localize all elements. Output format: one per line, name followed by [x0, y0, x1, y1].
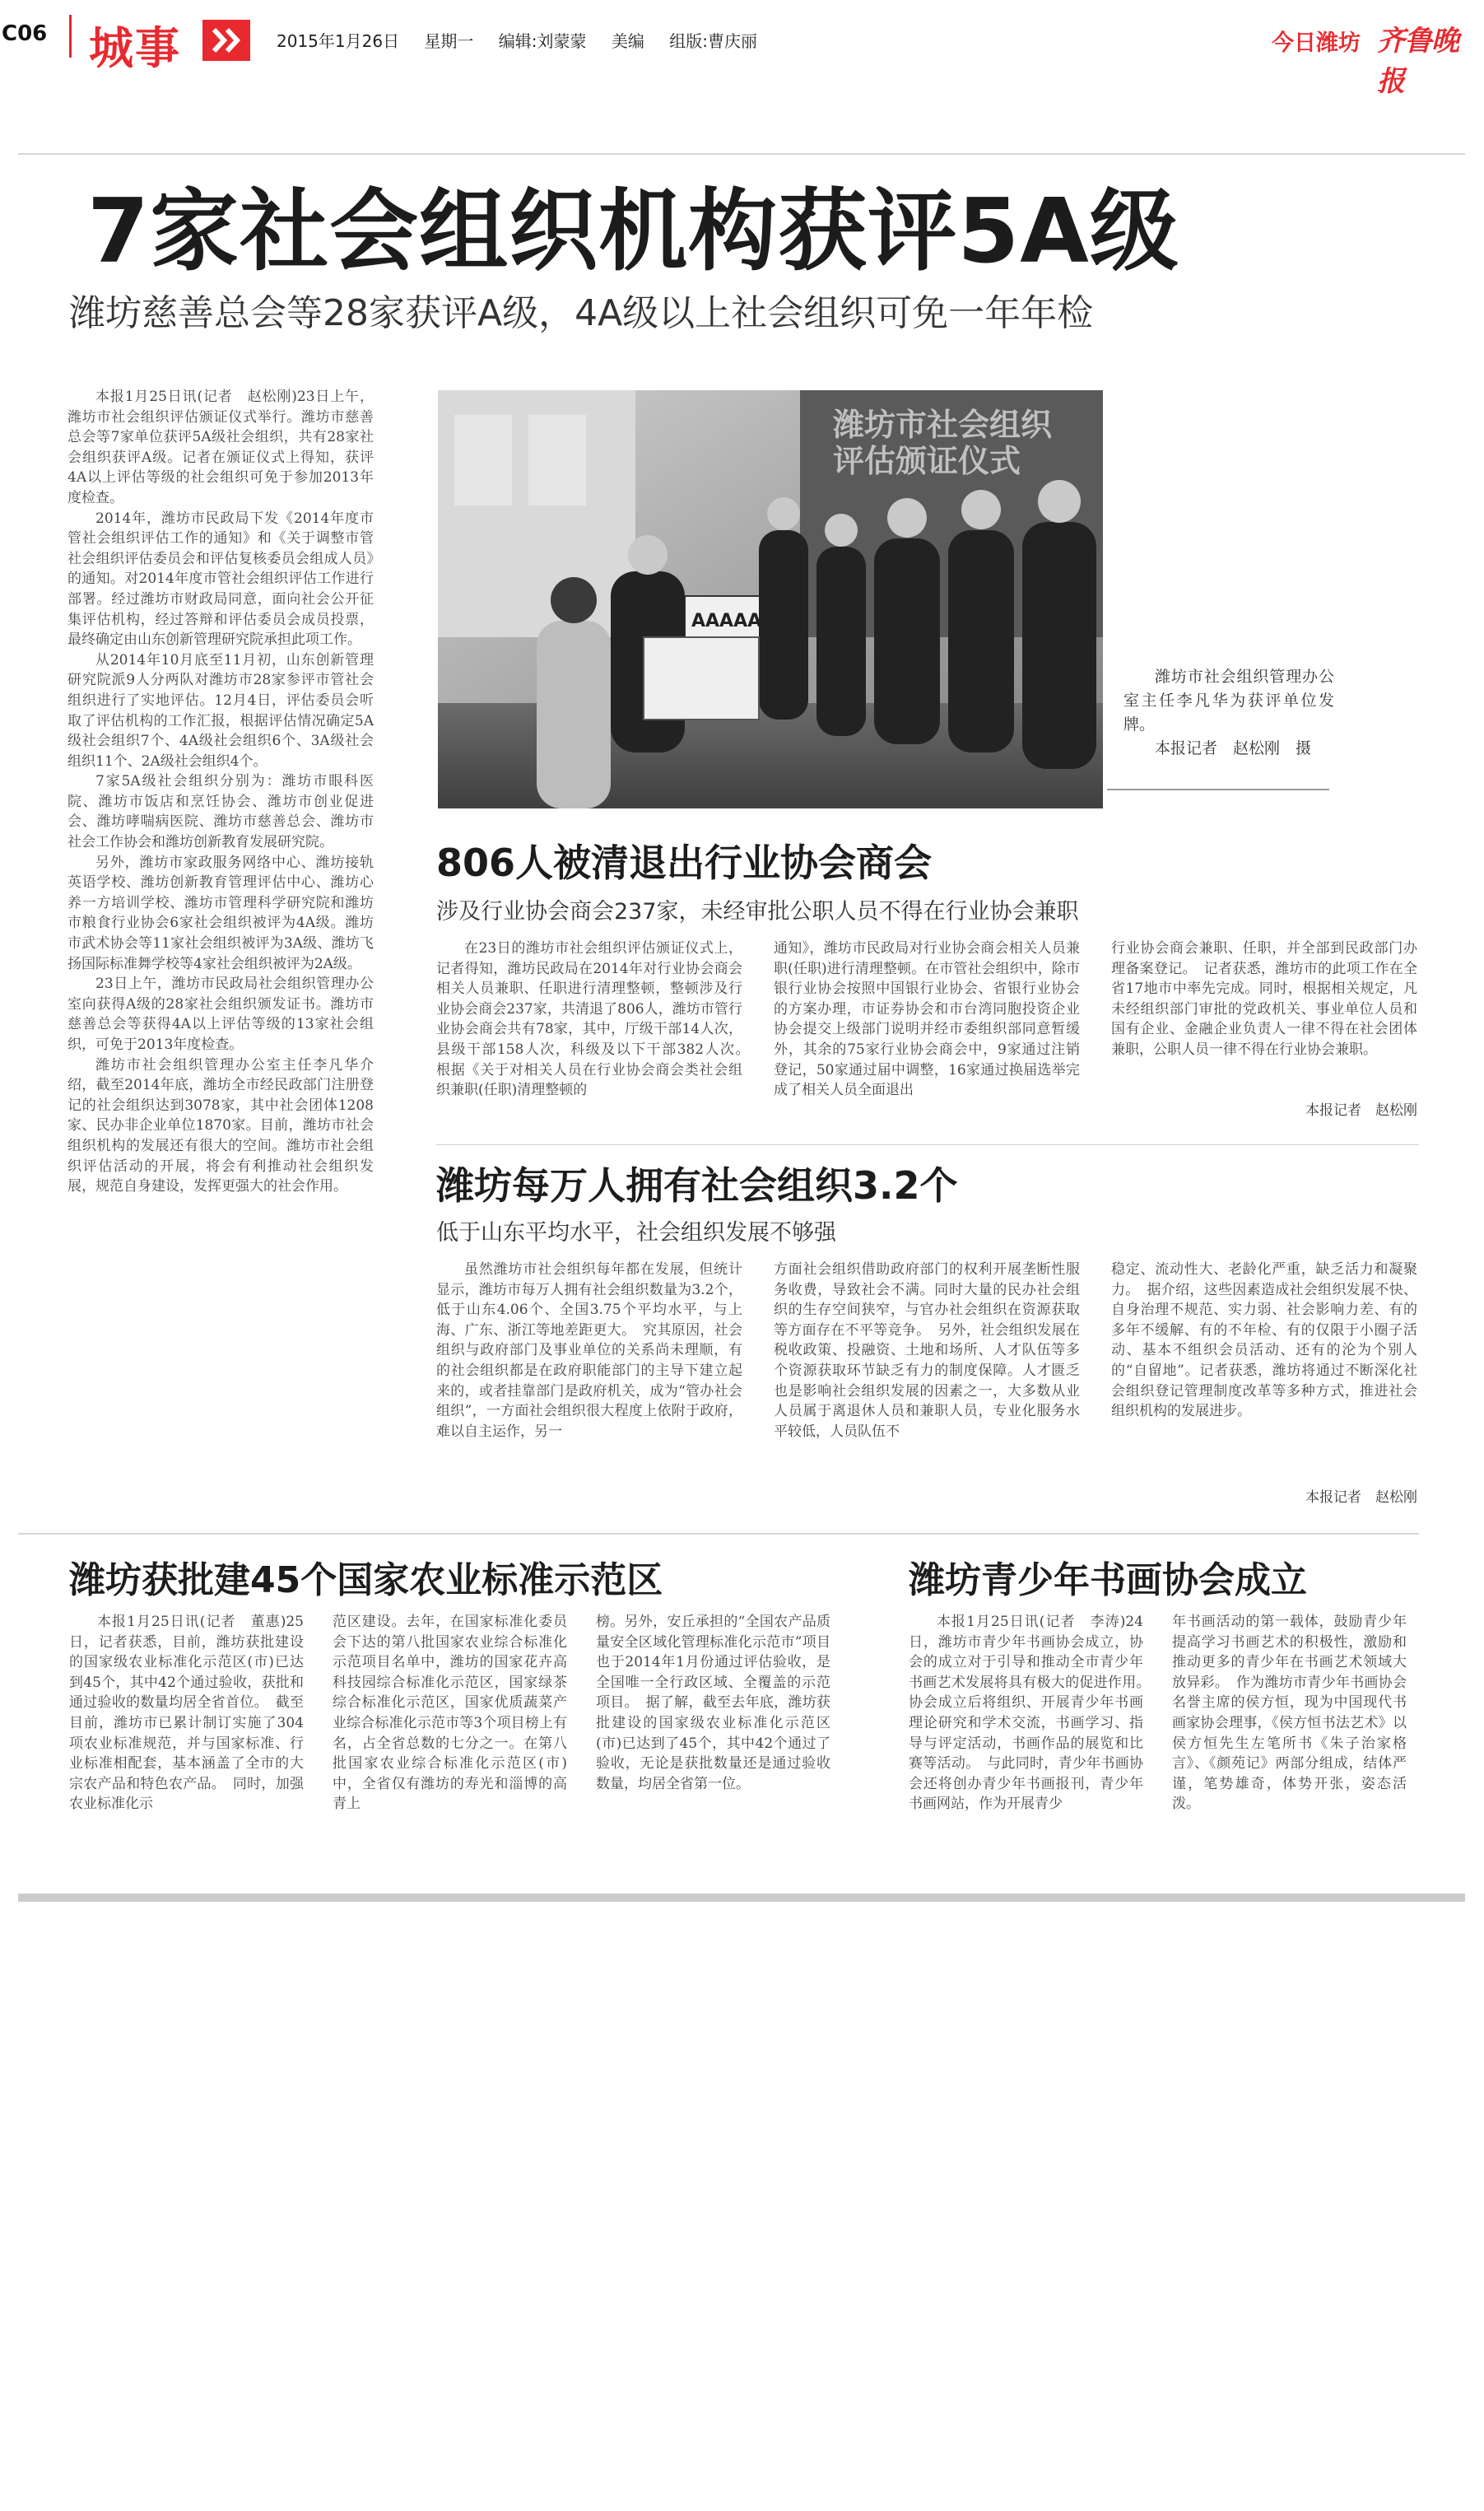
photo-banner-text: 潍坊市社会组织评估颁证仪式	[833, 407, 1053, 479]
story3-headline: 潍坊每万人拥有社会组织3.2个	[436, 1163, 958, 1208]
photo-plaque-text: AAAAA	[691, 611, 762, 631]
story2-col1: 在23日的潍坊市社会组织评估颁证仪式上，记者得知，潍坊民政局在2014年对行业协会商会相关人员兼职、任职进行清理整顿，整顿涉及行业协会商会237家，共清退了806人，潍坊市管行业协会商会共有78家，其中，厅级干部14人次，县级干部158人次，科级及以下干部382人次。 根据《关于对相关人员在行业协会商会类社会组织兼职(任职)清理整顿的	[436, 940, 756, 1099]
page-bottom-bar	[18, 1894, 1465, 1902]
story4-col1: 本报1月25日讯(记者 董惠)25日，记者获悉，目前，潍坊获批建设的国家级农业标准化示范区(市)已达到45个，其中42个通过验收，获批和通过验收的数量均居全省首位。 截至目前，潍坊市已累计制订实施了304项农业标准规范，并与国家标准、行业标准相配套，基本涵盖了全市的大宗农产品和特色农产品。 同时，加强农业标准化示	[69, 1614, 304, 1813]
lower-section-rule	[18, 1533, 1419, 1535]
masthead-rule	[18, 153, 1465, 155]
story2-rule	[436, 1144, 1419, 1145]
masthead-info	[277, 28, 757, 52]
story3-col3-text: 稳定、流动性大、老龄化严重，缺乏活力和凝聚力。 据介绍，这些因素造成社会组织发展不快、自身治理不规范、实力弱、社会影响力差、有的多年不缓解、有的不年检、有的仅限于小圈子活动、基本不组织会员活动、还有的沦为个别人的“自留地”。记者获悉，潍坊将通过不断深化社会组织登记管理制度改革等多种方式，推进社会组织机构的发展进步。	[1111, 1261, 1417, 1420]
issue-weekday: 星期一	[424, 31, 474, 51]
story2-col3-text: 行业协会商会兼职、任职，并全部到民政部门办理备案登记。 记者获悉，潍坊市的此项工作在全省17地市中率先完成。同时，根据相关规定，凡未经组织部门审批的党政机关、事业单位人员和国有企业、金融企业负责人一律不得在社会团体兼职，公职人员一律不得在行业协会兼职。	[1111, 940, 1417, 1058]
news-photo	[438, 390, 1103, 808]
page-code: C06	[2, 21, 48, 46]
lead-body	[67, 387, 374, 1572]
masthead-divider	[69, 15, 72, 58]
story3-col3	[1111, 1260, 1417, 1506]
story3-col2: 方面社会组织借助政府部门的权利开展垄断性服务收费，导致社会不满。同时大量的民办社会组织的生存空间狭窄，与官办社会组织在资源获取等方面存在不平等竞争。 另外，社会组织发展在税收政策、投融资、土地和场所、人才队伍等多个资源获取环节缺乏有力的制度保障。人才匮乏也是影响社会组织发展的因素之一，大多数从业人员属于离退休人员和兼职人员，专业化服务水平较低，人员队伍不	[774, 1261, 1080, 1440]
story2-col3	[1111, 939, 1417, 1119]
story2-subheadline: 涉及行业协会商会237家，未经审批公职人员不得在行业协会兼职	[436, 899, 1079, 925]
story5-col1: 本报1月25日讯(记者 李涛)24日，潍坊市青少年书画协会成立，协会的成立对于引导和推动全市青少年书画艺术发展将具有极大的促进作用。 协会成立后将组织、开展青少年书画理论研究和学术交流，书画学习、指导与评定活动，书画作品的展览和比赛等活动。 与此同时，青少年书画协会还将创办青少年书画报刊，青少年书画网站，作为开展青少	[909, 1614, 1157, 1813]
story4-col3: 榜。另外，安丘承担的“全国农产品质量安全区域化管理标准化示范市”项目也于2014年1月份通过评估验收，是全国唯一全行政区域、全覆盖的示范项目。 据了解，截至去年底，潍坊获批建设的国家级农业标准化示范区(市)已达到了45个，其中42个通过了验收，无论是获批数量还是通过验收数量，均居全省第一位。	[596, 1614, 830, 1792]
caption-text: 潍坊市社会组织管理办公室主任李凡华为获评单位发牌。	[1123, 668, 1334, 734]
story3-col1: 虽然潍坊市社会组织每年都在发展，但统计显示，潍坊市每万人拥有社会组织数量为3.2个，低于山东4.06个、全国3.75个平均水平，与上海、广东、浙江等地差距更大。 究其原因，社会组织与政府部门及事业单位的关系尚未理顺，有的社会组织都是在政府职能部门的主导下建立起来的，或者挂靠部门是政府机关，成为“管办社会组织”，一方面社会组织很大程度上依附于政府，难以自主运作，另一	[436, 1261, 742, 1440]
lead-paragraph: 7家5A级社会组织分别为：潍坊市眼科医院、潍坊市饭店和烹饪协会、潍坊市创业促进会、潍坊哮喘病医院、潍坊市慈善总会、潍坊市社会工作协会和潍坊创新教育发展研究院。	[67, 773, 374, 851]
issue-art: 美编	[611, 31, 644, 51]
issue-layout: 组版:曹庆丽	[669, 31, 758, 51]
story5-col2: 年书画活动的第一载体，鼓励青少年提高学习书画艺术的积极性，激励和推动更多的青少年在书画艺术领域大放异彩。 作为潍坊市青少年书画协会名誉主席的侯方恒，现为中国现代书画家协会理事，《侯方恒书法艺术》以侯方恒先生左笔所书《朱子治家格言》、《颜苑记》两部分组成，结体严谨，笔势雄奇，体势开张，姿态活泼。	[1172, 1614, 1407, 1813]
section-title: 城事	[89, 22, 181, 74]
double-chevron-icon	[202, 20, 250, 61]
story5-headline: 潍坊青少年书画协会成立	[909, 1559, 1307, 1601]
story2-byline: 本报记者 赵松刚	[1305, 1102, 1417, 1119]
story2-headline: 806人被清退出行业协会商会	[436, 841, 933, 885]
lead-paragraph: 2014年，潍坊市民政局下发《2014年度市管社会组织评估工作的通知》和《关于调整市管社会组织评估委员会和评估复核委员会组成人员》的通知。对2014年度市管社会组织评估工作进行部署。经过潍坊市财政局同意，面向社会公开征集评估机构，经过答辩和评估委员会成员投票，最终确定由山东创新管理研究院承担此项工作。	[67, 510, 374, 649]
lead-subheadline: 潍坊慈善总会等28家获评A级，4A级以上社会组织可免一年年检	[69, 292, 1094, 334]
photo-caption	[1123, 665, 1334, 761]
lead-paragraph: 另外，潍坊市家政服务网络中心、潍坊接轨英语学校、潍坊创新教育管理评估中心、潍坊心养一方培训学校、潍坊市管理科学研究院和潍坊市粮食行业协会6家社会组织被评为4A级。潍坊市武术协会等11家社会组织被评为3A级、潍坊飞扬国际标准舞学校等4家社会组织被评为2A级。	[67, 854, 374, 972]
lead-paragraph: 本报1月25日讯(记者 赵松刚)23日上午，潍坊市社会组织评估颁证仪式举行。潍坊市慈善总会等7家单位获评5A级社会组织，共有28家社会组织获评A级。记者在颁证仪式上得知，获评4A以上评估等级的社会组织可免于参加2013年度检查。	[67, 389, 374, 506]
paper-logo: 齐鲁晚报	[1377, 25, 1458, 98]
lead-paragraph: 23日上午，潍坊市民政局社会组织管理办公室向获得A级的28家社会组织颁发证书。潍坊市慈善总会等获得4A以上评估等级的13家社会组织，可免于2013年度检查。	[67, 976, 374, 1053]
lead-headline: 7家社会组织机构获评5A级	[87, 180, 1179, 283]
story3-byline: 本报记者 赵松刚	[1305, 1489, 1417, 1506]
caption-rule	[1107, 789, 1329, 790]
issue-date: 2015年1月26日	[277, 31, 400, 51]
issue-editor: 编辑:刘蒙蒙	[498, 31, 587, 51]
story2-col2: 通知》，潍坊市民政局对行业协会商会相关人员兼职(任职)进行清理整顿。在市管社会组织中，除市银行业协会按照中国银行业协会、省银行业协会的方案办理，市证券协会和市台湾同胞投资企业协会提交上级部门说明并经市委组织部同意暂缓外，其余的75家行业协会商会中，9家通过注销登记，50家通过届中调整，16家通过换届选举完成了相关人员全面退出	[774, 940, 1080, 1099]
story3-subheadline: 低于山东平均水平，社会组织发展不够强	[436, 1220, 836, 1246]
story4-col2: 范区建设。去年，在国家标准化委员会下达的第八批国家农业综合标准化示范项目名单中，潍坊的国家花卉高科技园综合标准化示范区，国家绿茶综合标准化示范区，国家优质蔬菜产业综合标准化示范市等3个项目榜上有名，占全省总数的七分之一。在第八批国家农业综合标准化示范区(市)中，全省仅有潍坊的寿光和淄博的高青上	[333, 1614, 567, 1813]
lead-paragraph: 从2014年10月底至11月初，山东创新管理研究院派9人分两队对潍坊市28家参评市管社会组织进行了实地评估。12月4日，评估委员会听取了评估机构的工作汇报，根据评估情况确定5A级社会组织7个、4A级社会组织6个、3A级社会组织11个、2A级社会组织4个。	[67, 651, 374, 770]
lead-paragraph: 潍坊市社会组织管理办公室主任李凡华介绍，截至2014年底，潍坊全市经民政部门注册登记的社会组织达到3078家，其中社会团体1208家、民办非企业单位1870家。目前，潍坊市社会组织机构的发展还有很大的空间。潍坊市社会组织评估活动的开展，将会有利推动社会组织发展，规范自身建设，发挥更强大的社会作用。	[67, 1056, 374, 1195]
photo-credit: 本报记者 赵松刚 摄	[1155, 739, 1312, 757]
story4-headline: 潍坊获批建45个国家农业标准示范区	[69, 1559, 663, 1601]
channel-name: 今日潍坊	[1272, 30, 1361, 56]
